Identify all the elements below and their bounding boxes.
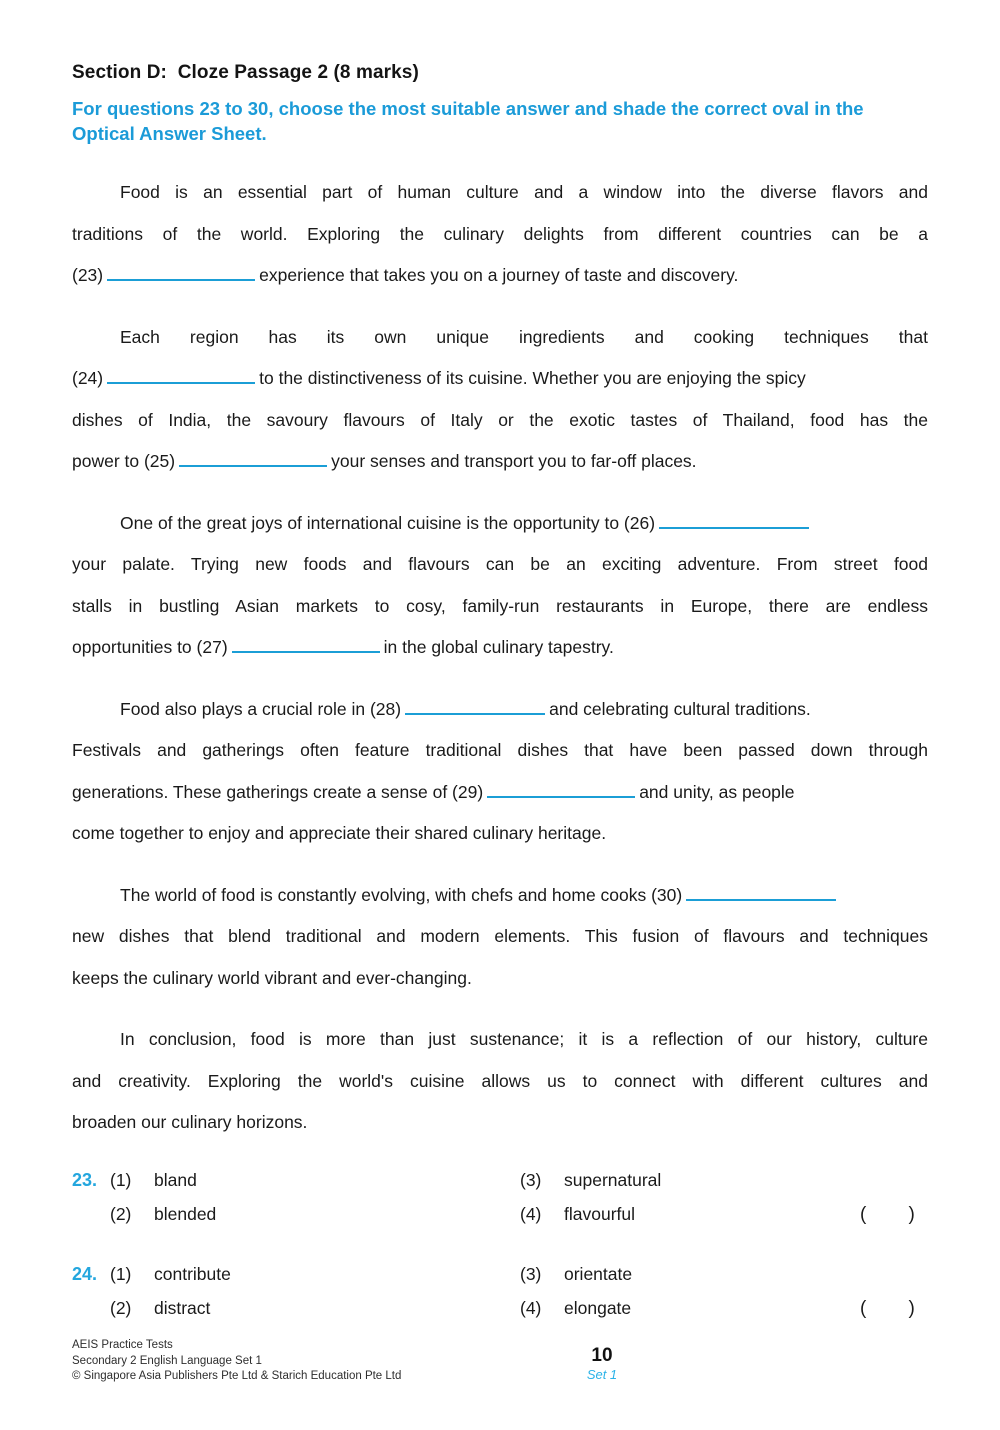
passage-paragraph-4: [72, 689, 928, 855]
passage-line-text: keeps the culinary world vibrant and ever-changing.: [72, 967, 472, 988]
passage-paragraph-3: [72, 503, 928, 669]
footer-credits: [72, 1338, 542, 1385]
question-number-23: 23.: [72, 1169, 98, 1190]
passage-line-text: experience that takes you on a journey of taste and discovery.: [259, 265, 739, 286]
passage-line: [72, 586, 928, 628]
answer-blank-30[interactable]: [686, 883, 836, 901]
option-24-1[interactable]: [110, 1264, 520, 1285]
passage-line-text: Each region has its own unique ingredients and cooking techniques that: [120, 326, 928, 347]
page-number: 10: [591, 1345, 613, 1366]
footer-line-2: Secondary 2 English Language Set 1: [72, 1354, 262, 1367]
blank-label-25: power to (25): [72, 451, 176, 472]
passage-line-text: The world of food is constantly evolving, with chefs and home cooks (30): [120, 884, 683, 905]
option-23-2[interactable]: [110, 1204, 520, 1225]
question-row: [72, 1170, 928, 1204]
passage-line-text: and celebrating cultural traditions.: [549, 698, 811, 719]
blank-label-27: opportunities to (27): [72, 637, 228, 658]
passage-line-text: One of the great joys of international cuisine is the opportunity to (26): [120, 512, 656, 533]
answer-blank-27[interactable]: [232, 635, 380, 653]
option-label: contribute: [154, 1263, 231, 1284]
passage-line-text: in the global culinary tapestry.: [383, 637, 614, 658]
passage-line: [72, 255, 928, 297]
passage-paragraph-6: [72, 1019, 928, 1144]
footer-line-1: AEIS Practice Tests: [72, 1339, 173, 1351]
passage-line: [72, 958, 928, 1000]
option-label: flavourful: [564, 1203, 636, 1224]
passage-line-text: your senses and transport you to far-off places.: [331, 451, 697, 472]
passage-line: [72, 813, 928, 855]
set-label: Set 1: [586, 1367, 618, 1382]
passage-line-text: to the distinctiveness of its cuisine. Whether you are enjoying the spicy: [259, 368, 806, 389]
answer-bracket-23[interactable]: ( ): [860, 1203, 915, 1225]
passage-line: [72, 730, 928, 772]
passage-line: [72, 503, 928, 545]
answer-blank-25[interactable]: [179, 449, 327, 467]
option-label: elongate: [564, 1297, 632, 1318]
passage-line-text: stalls in bustling Asian markets to cosy, family-run restaurants in Europe, there are endless: [72, 595, 928, 616]
passage-line: [72, 400, 928, 442]
answer-blank-23[interactable]: [107, 263, 255, 281]
passage-line: [72, 214, 928, 256]
passage-line-text: In conclusion, food is more than just sustenance; it is a reflection of our history, culture: [120, 1029, 928, 1050]
footer-copyright: © Singapore Asia Publishers Pte Ltd & Starich Education Pte Ltd: [72, 1370, 402, 1382]
answer-blank-26[interactable]: [659, 511, 809, 529]
question-number-24: 24.: [72, 1263, 98, 1284]
blank-label-23: (23): [72, 265, 104, 286]
option-23-1[interactable]: [110, 1170, 520, 1191]
passage-line-text: your palate. Trying new foods and flavours can be an exciting adventure. From street food: [72, 554, 928, 575]
passage-line-text: Food is an essential part of human culture and a window into the diverse flavors and: [120, 182, 928, 203]
blank-label-29: generations. These gatherings create a sense of (29): [72, 781, 484, 802]
option-key: (2): [110, 1297, 132, 1318]
passage-line: [72, 358, 928, 400]
question-list: [72, 1170, 928, 1332]
section-heading: Section D: Cloze Passage 2 (8 marks): [72, 62, 419, 83]
passage-line: [72, 441, 928, 483]
passage-line: [72, 689, 928, 731]
option-label: distract: [154, 1297, 211, 1318]
page-footer: [72, 1338, 928, 1385]
passage-line: [72, 916, 928, 958]
option-23-3[interactable]: [520, 1170, 860, 1191]
option-key: (2): [110, 1203, 132, 1224]
option-24-4[interactable]: [520, 1298, 860, 1319]
footer-pagination: [542, 1338, 662, 1383]
passage-line-text: and unity, as people: [639, 781, 795, 802]
passage-line: [72, 1061, 928, 1103]
passage-line-text: Food also plays a crucial role in (28): [120, 698, 402, 719]
passage-line-text: Festivals and gatherings often feature traditional dishes that have been passed down through: [72, 740, 928, 761]
passage-line: [72, 875, 928, 917]
passage-line-text: broaden our culinary horizons.: [72, 1112, 308, 1133]
question-block-24: [72, 1264, 928, 1332]
option-label: blended: [154, 1203, 217, 1224]
page-content: [72, 62, 928, 1358]
answer-blank-28[interactable]: [405, 697, 545, 715]
question-row: [72, 1298, 928, 1332]
passage-paragraph-2: [72, 317, 928, 483]
passage-line: [72, 1102, 928, 1144]
passage-line: [72, 1019, 928, 1061]
option-key: (3): [520, 1263, 542, 1284]
passage-line-text: come together to enjoy and appreciate their shared culinary heritage.: [72, 823, 607, 844]
question-row: [72, 1264, 928, 1298]
option-key: (1): [110, 1169, 132, 1190]
passage-paragraph-1: [72, 172, 928, 297]
passage-line: [72, 317, 928, 359]
option-24-2[interactable]: [110, 1298, 520, 1319]
passage-line-text: new dishes that blend traditional and modern elements. This fusion of flavours and techniques: [72, 926, 928, 947]
passage-line-text: traditions of the world. Exploring the culinary delights from different countries can be a: [72, 223, 928, 244]
passage-line: [72, 627, 928, 669]
passage-line: [72, 172, 928, 214]
passage-line-text: dishes of India, the savoury flavours of Italy or the exotic tastes of Thailand, food has the: [72, 409, 928, 430]
option-23-4[interactable]: [520, 1204, 860, 1225]
option-label: supernatural: [564, 1169, 662, 1190]
answer-blank-24[interactable]: [107, 366, 255, 384]
option-label: bland: [154, 1169, 197, 1190]
question-row: [72, 1204, 928, 1238]
passage-line: [72, 772, 928, 814]
passage-paragraph-5: [72, 875, 928, 1000]
question-block-23: [72, 1170, 928, 1238]
passage-line-text: and creativity. Exploring the world's cuisine allows us to connect with different cultures and: [72, 1070, 928, 1091]
option-key: (3): [520, 1169, 542, 1190]
blank-label-24: (24): [72, 368, 104, 389]
option-key: (1): [110, 1263, 132, 1284]
passage-line: [72, 544, 928, 586]
option-key: (4): [520, 1203, 542, 1224]
instruction-text: For questions 23 to 30, choose the most suitable answer and shade the correct oval in the Optical Answer Sheet.: [72, 98, 864, 145]
answer-blank-29[interactable]: [487, 780, 635, 798]
option-label: orientate: [564, 1263, 633, 1284]
option-key: (4): [520, 1297, 542, 1318]
option-24-3[interactable]: [520, 1264, 860, 1285]
answer-bracket-24[interactable]: ( ): [860, 1297, 915, 1319]
